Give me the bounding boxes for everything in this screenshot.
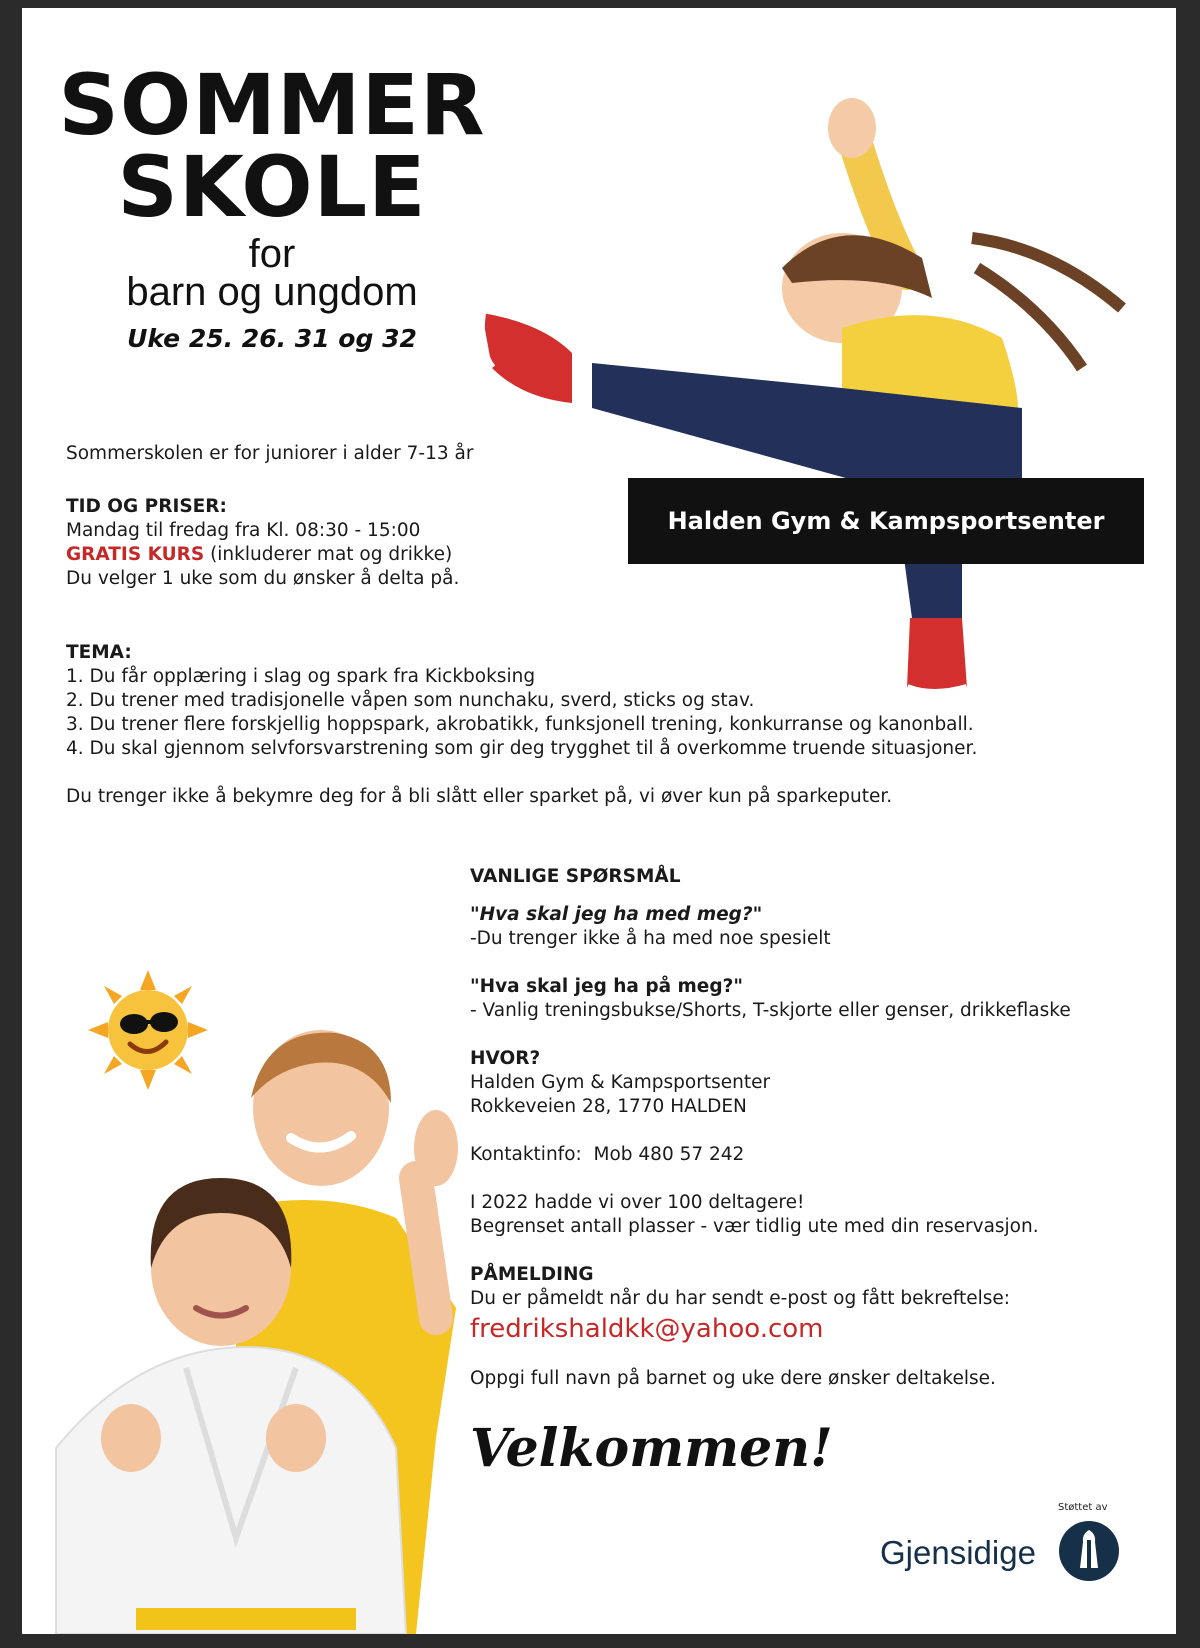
tid-og-priser-heading: TID OG PRISER: xyxy=(66,496,227,517)
gratis-kurs-label: GRATIS KURS xyxy=(66,544,205,565)
faq-answer-1: -Du trenger ikke å ha med noe spesielt xyxy=(470,928,831,949)
tid-og-priser-line-1: Mandag til fredag fra Kl. 08:30 - 15:00 xyxy=(66,520,421,541)
tema-heading: TEMA: xyxy=(66,642,132,663)
pamelding-heading: PÅMELDING xyxy=(470,1264,594,1285)
tema-item: 3. Du trener flere forskjellig hoppspark, akrobatikk, funksjonell trening, konkurranse og kanonball. xyxy=(66,714,974,735)
intro-text: Sommerskolen er for juniorer i alder 7-13 år xyxy=(66,443,474,464)
subtitle-for: for xyxy=(248,232,296,276)
contact-info: Kontaktinfo: Mob 480 57 242 xyxy=(470,1144,745,1165)
faq-answer-2: - Vanlig treningsbukse/Shorts, T-skjorte eller genser, drikkeflaske xyxy=(470,1000,1071,1021)
tema-note: Du trenger ikke å bekymre deg for å bli slått eller sparket på, vi øver kun på sparkeputer. xyxy=(66,786,893,807)
tid-og-priser-line-3: Du velger 1 uke som du ønsker å delta på. xyxy=(66,568,460,589)
club-banner: Halden Gym & Kampsportsenter xyxy=(628,478,1144,564)
title-line-1: SOMMER xyxy=(58,56,486,154)
sponsor-label: Støttet av xyxy=(1058,1502,1108,1513)
faq-question-2: "Hva skal jeg ha på meg?" xyxy=(470,976,743,997)
stats-line-1: I 2022 hadde vi over 100 deltagere! xyxy=(470,1192,805,1213)
faq-question-1: "Hva skal jeg ha med meg?" xyxy=(470,904,763,925)
hvor-line-1: Halden Gym & Kampsportsenter xyxy=(470,1072,771,1093)
welcome-text: Velkommen! xyxy=(470,1418,833,1479)
pamelding-line-2: Oppgi full navn på barnet og uke dere ønsker deltakelse. xyxy=(470,1368,996,1389)
faq-heading: VANLIGE SPØRSMÅL xyxy=(470,866,681,887)
pamelding-line-1: Du er påmeldt når du har sendt e-post og fått bekreftelse: xyxy=(470,1288,1010,1309)
title-line-2: SKOLE xyxy=(117,138,427,236)
kicking-girl-image xyxy=(462,98,1162,738)
hvor-heading: HVOR? xyxy=(470,1048,541,1069)
tema-item: 2. Du trener med tradisjonelle våpen som nunchaku, sverd, sticks og stav. xyxy=(66,690,755,711)
stats-line-2: Begrenset antall plasser - vær tidlig ute med din reservasjon. xyxy=(470,1216,1039,1237)
tid-og-priser-line-2 xyxy=(66,542,452,567)
gratis-kurs-details: (inkluderer mat og drikke) xyxy=(204,544,453,565)
tema-item: 4. Du skal gjennom selvforsvarstrening som gir deg trygghet til å overkomme truende situasjoner. xyxy=(66,738,978,759)
weeks: Uke 25. 26. 31 og 32 xyxy=(127,324,417,353)
poster xyxy=(22,8,1176,1634)
tema-item: 1. Du får opplæring i slag og spark fra Kickboksing xyxy=(66,666,536,687)
gjensidige-logo-icon xyxy=(1058,1520,1120,1582)
email-link[interactable]: fredrikshaldkk@yahoo.com xyxy=(470,1314,824,1344)
subtitle-audience: barn og ungdom xyxy=(126,270,418,314)
kids-image xyxy=(36,1018,466,1634)
sponsor-name: Gjensidige xyxy=(880,1534,1036,1571)
hvor-line-2: Rokkeveien 28, 1770 HALDEN xyxy=(470,1096,747,1117)
